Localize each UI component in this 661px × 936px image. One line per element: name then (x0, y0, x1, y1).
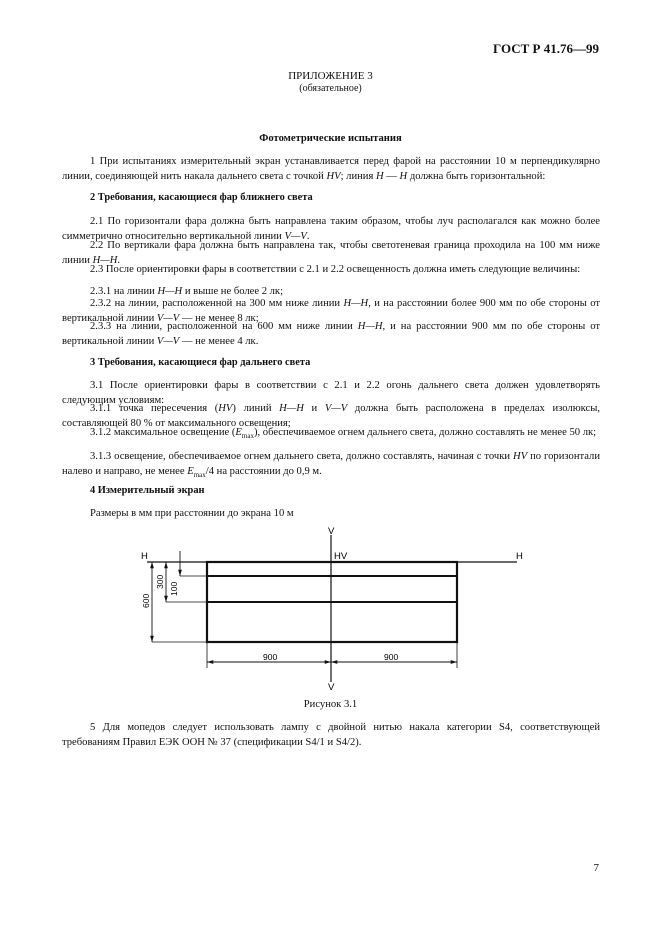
paragraph-4: Размеры в мм при расстоянии до экрана 10 м (90, 508, 294, 519)
dim-100-label: 100 (169, 581, 179, 596)
paragraph-2-3-2: 2.3.2 на линии, расположенной на 300 мм ниже линии H—H, и на расстоянии более 900 мм по обе стороны от вертикальной линии V—V — не менее 8 лк; (62, 298, 600, 324)
heading-2: 2 Требования, касающиеся фар ближнего света (90, 192, 313, 203)
paragraph-2-3: 2.3 После ориентировки фары в соответствии с 2.1 и 2.2 освещенность должна иметь следующие величины: (90, 264, 581, 275)
standard-number: ГОСТ Р 41.76—99 (493, 41, 599, 56)
dim-600-label: 600 (141, 593, 151, 608)
paragraph-2-2: 2.2 По вертикали фара должна быть направлена так, чтобы светотеневая граница проходила на 100 мм ниже линии H—H. (62, 240, 600, 266)
paragraph-1: 1 При испытаниях измерительный экран устанавливается перед фарой на расстоянии 10 м перпендикулярно линии, соединяющей нить накала дальнего света с точкой HV; линия H — H должна быть горизонтальной: (62, 156, 600, 182)
heading-3: 3 Требования, касающиеся фар дальнего света (90, 357, 311, 368)
paragraph-3-1-3: 3.1.3 освещение, обеспечиваемое огнем дальнего света, должно составлять, начиная с точки HV по горизонтали налево и направо, не менее $E_{max}/4$ на расстоянии до 0,9 м. (62, 451, 600, 479)
appendix-subtitle: (обязательное) (299, 83, 362, 94)
paragraph-3-1-1: 3.1.1 точка пересечения (HV) линий H—H и V—V должна быть расположена в пределах изолюксы, составляющей 80 % от максимального освещения; (62, 403, 600, 429)
label-h-right: H (516, 551, 523, 562)
paragraph-2-3-3: 2.3.3 на линии, расположенной на 600 мм ниже линии H—H, и на расстоянии 900 мм по обе стороны от вертикальной линии V—V — не менее 4 лк. (62, 321, 600, 347)
section-title: Фотометрические испытания (259, 133, 402, 144)
heading-4: 4 Измерительный экран (90, 485, 205, 496)
paragraph-3-1-2: 3.1.2 максимальное освещение $(E_{max})$, обеспечиваемое огнем дальнего света, должно составлять не менее 50 лк; (90, 427, 597, 441)
measuring-screen-diagram (62, 522, 600, 694)
paragraph-2-3-1: 2.3.1 на линии H—H и выше не более 2 лк; (90, 286, 284, 297)
label-v-top: V (328, 526, 335, 537)
label-v-bottom: V (328, 682, 335, 693)
label-h-left: H (141, 551, 148, 562)
label-hv: HV (334, 551, 348, 562)
dim-300-label: 300 (155, 574, 165, 589)
paragraph-3-1: 3.1 После ориентировки фары в соответствии с 2.1 и 2.2 огонь дальнего света должен удовлетворять следующим условиям: (62, 380, 600, 406)
appendix-title: ПРИЛОЖЕНИЕ 3 (288, 70, 373, 82)
figure-caption: Рисунок 3.1 (303, 699, 358, 710)
paragraph-5: 5 Для мопедов следует использовать лампу с двойной нитью накала категории S4, соответствующей требованиям Правил ЕЭК ООН № 37 (спецификации S4/1 и S4/2). (62, 722, 600, 748)
paragraph-2-1: 2.1 По горизонтали фара должна быть направлена таким образом, чтобы луч располагался как можно более симметрично относительно вертикальной линии V—V. (62, 216, 600, 242)
page-number: 7 (593, 862, 599, 874)
dim-900-left-label: 900 (263, 652, 278, 662)
dim-900-right-label: 900 (384, 652, 399, 662)
